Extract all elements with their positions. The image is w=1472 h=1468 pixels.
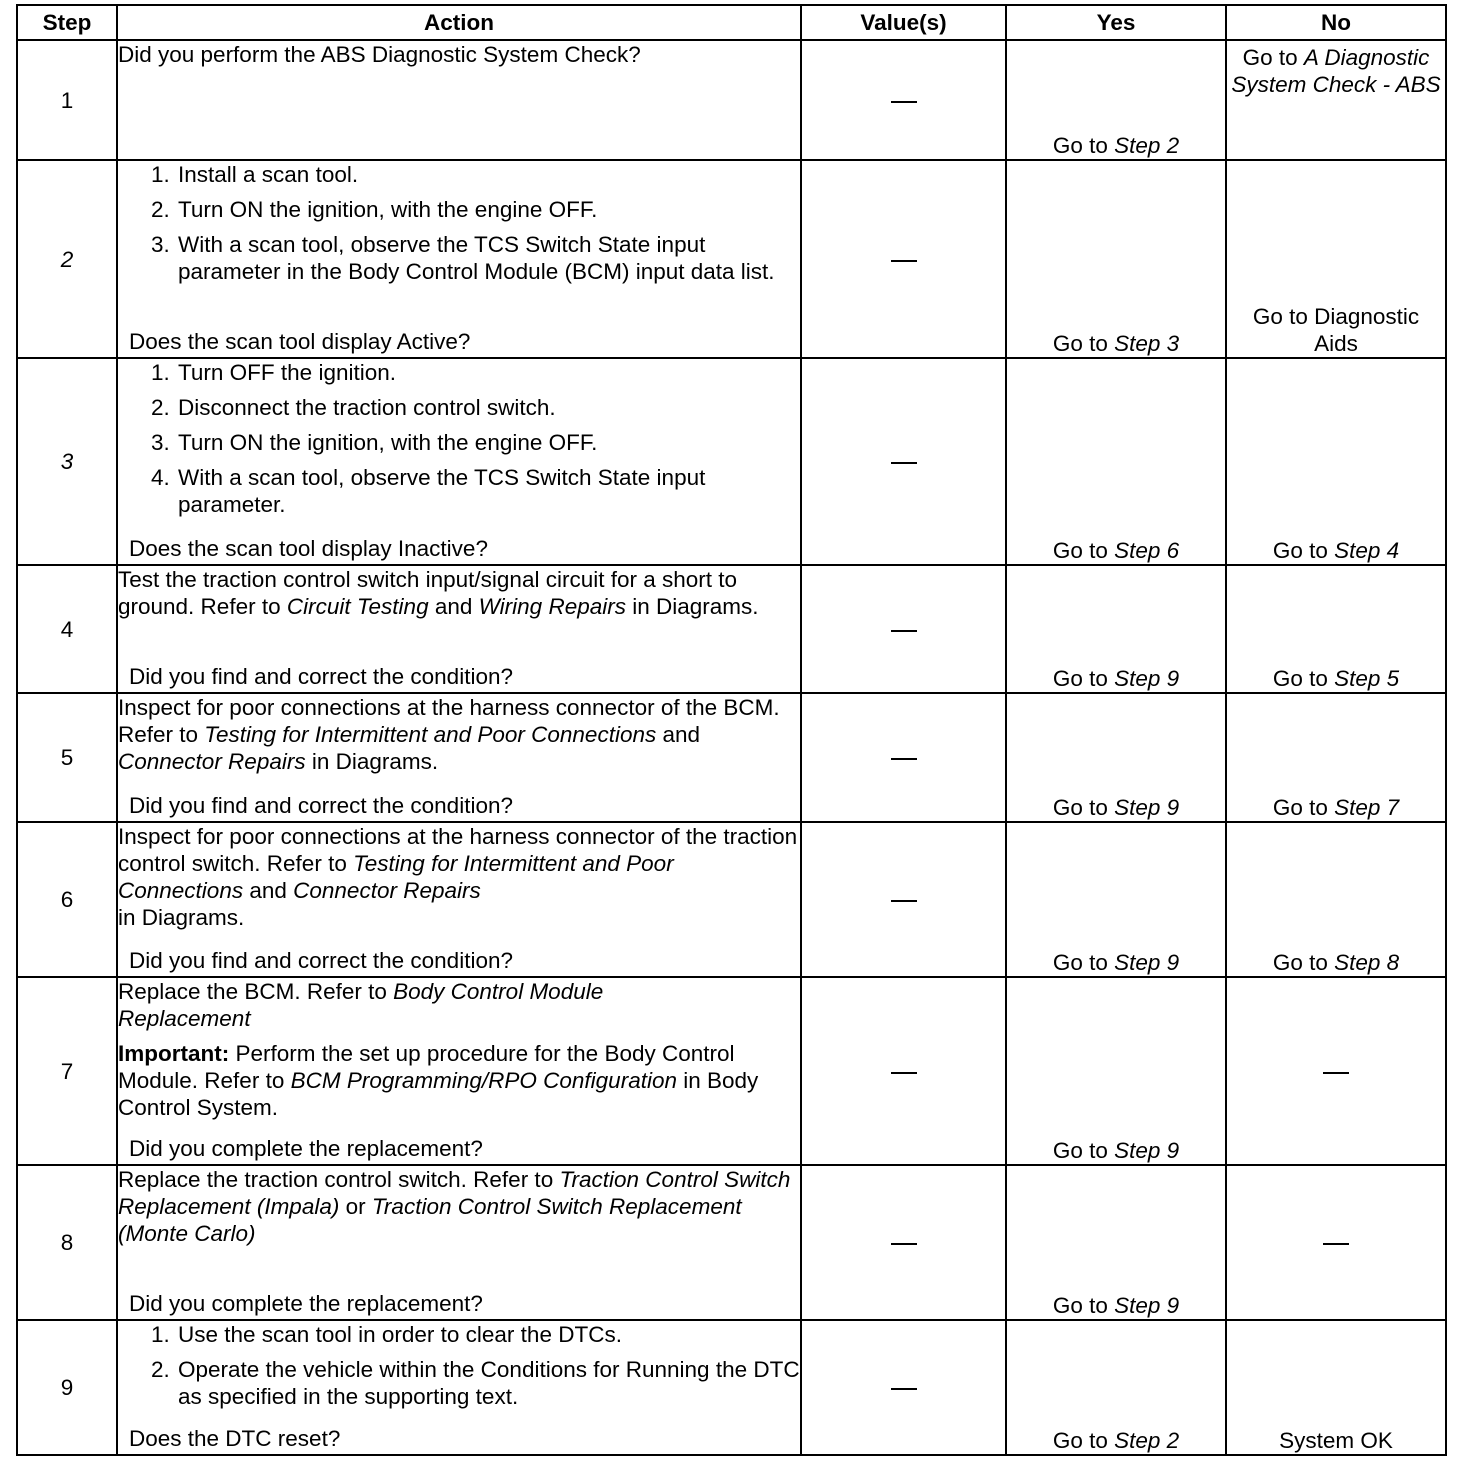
value-cell xyxy=(801,822,1006,977)
action-step: 1. Use the scan tool in order to clear the DTCs. xyxy=(176,1321,800,1348)
action-text-part: and xyxy=(656,722,701,747)
reference-link[interactable]: Wiring Repairs xyxy=(478,594,626,619)
reference-link[interactable]: Body Control Module Replacement xyxy=(118,979,604,1031)
action-text-part: Replace the BCM. Refer to xyxy=(118,979,394,1004)
action-step: 2. Disconnect the traction control switch. xyxy=(176,394,800,421)
action-text-part: Inspect for poor connections at the harness connector of the BCM. Refer to xyxy=(118,695,780,747)
header-no: No xyxy=(1226,5,1446,40)
action-step: 2. Turn ON the ignition, with the engine OFF. xyxy=(176,196,800,223)
reference-link[interactable]: Connector Repairs xyxy=(118,749,306,774)
value-dash xyxy=(891,1072,917,1074)
header-step: Step xyxy=(17,5,117,40)
yes-link[interactable]: Step 9 xyxy=(1114,666,1180,691)
header-values: Value(s) xyxy=(801,5,1006,40)
no-cell xyxy=(1226,977,1446,1165)
value-cell xyxy=(801,1320,1006,1455)
value-cell xyxy=(801,977,1006,1165)
yes-cell xyxy=(1006,977,1226,1165)
no-link[interactable]: A Diagnostic System Check - ABS xyxy=(1231,45,1441,97)
no-dash xyxy=(1323,1243,1349,1245)
action-cell xyxy=(117,1165,801,1320)
yes-prefix: Go to xyxy=(1052,795,1115,820)
action-cell xyxy=(117,1320,801,1455)
table-row xyxy=(17,822,1446,977)
action-text-part: and xyxy=(428,594,479,619)
no-prefix: Go to xyxy=(1272,795,1335,820)
action-question: Does the DTC reset? xyxy=(129,1426,341,1451)
action-text xyxy=(118,978,678,1032)
action-steps xyxy=(118,1321,800,1410)
value-dash xyxy=(891,630,917,632)
reference-link[interactable]: BCM Programming/RPO Configuration xyxy=(290,1068,677,1093)
no-link[interactable]: Go to Diagnostic Aids xyxy=(1252,304,1420,356)
header-yes: Yes xyxy=(1006,5,1226,40)
no-link[interactable]: Step 8 xyxy=(1334,950,1400,975)
no-prefix: Go to xyxy=(1242,45,1304,70)
action-question: Did you complete the replacement? xyxy=(129,1291,483,1316)
step-number: 7 xyxy=(17,977,117,1165)
value-cell xyxy=(801,565,1006,693)
reference-link[interactable]: Traction Control Switch Replacement (Impala) xyxy=(118,1167,791,1219)
step-number: 5 xyxy=(17,693,117,822)
no-cell xyxy=(1226,1320,1446,1455)
action-cell xyxy=(117,40,801,160)
table-row xyxy=(17,40,1446,160)
yes-cell xyxy=(1006,160,1226,358)
action-step: 1. Install a scan tool. xyxy=(176,161,800,188)
step-number: 4 xyxy=(17,565,117,693)
no-cell xyxy=(1226,822,1446,977)
action-question: Does the scan tool display Inactive? xyxy=(129,536,488,561)
action-steps xyxy=(118,161,800,285)
reference-link[interactable]: Connector Repairs xyxy=(293,878,481,903)
action-cell xyxy=(117,160,801,358)
action-text-part: in Diagrams. xyxy=(118,905,245,930)
action-cell xyxy=(117,358,801,565)
yes-link[interactable]: Step 9 xyxy=(1114,1138,1180,1163)
no-link[interactable]: Step 4 xyxy=(1334,538,1400,563)
yes-cell xyxy=(1006,1165,1226,1320)
step-number: 2 xyxy=(17,160,117,358)
table-row xyxy=(17,565,1446,693)
value-dash xyxy=(891,260,917,262)
no-link[interactable]: Step 5 xyxy=(1334,666,1400,691)
no-cell xyxy=(1226,40,1446,160)
value-dash xyxy=(891,462,917,464)
action-steps xyxy=(118,359,800,518)
reference-link[interactable]: Traction Control Switch Replacement (Monte Carlo) xyxy=(118,1194,742,1246)
yes-prefix: Go to xyxy=(1052,950,1115,975)
important-text: in Body Control System. xyxy=(118,1068,759,1120)
value-cell xyxy=(801,358,1006,565)
yes-link[interactable]: Step 9 xyxy=(1114,1293,1180,1318)
table-row xyxy=(17,1320,1446,1455)
table-row xyxy=(17,1165,1446,1320)
no-cell xyxy=(1226,160,1446,358)
yes-link[interactable]: Step 6 xyxy=(1114,538,1180,563)
no-cell xyxy=(1226,693,1446,822)
value-cell xyxy=(801,693,1006,822)
value-dash xyxy=(891,758,917,760)
reference-link[interactable]: Circuit Testing xyxy=(286,594,429,619)
step-number: 1 xyxy=(17,40,117,160)
reference-link[interactable]: Testing for Intermittent and Poor Connections xyxy=(204,722,657,747)
action-step: 3. Turn ON the ignition, with the engine OFF. xyxy=(176,429,800,456)
important-label: Important: xyxy=(118,1041,230,1066)
yes-cell xyxy=(1006,822,1226,977)
value-cell xyxy=(801,160,1006,358)
value-cell xyxy=(801,1165,1006,1320)
reference-link[interactable]: Testing for Intermittent and Poor Connections xyxy=(118,851,674,903)
table-row xyxy=(17,977,1446,1165)
important-note xyxy=(118,1040,800,1121)
no-prefix: Go to xyxy=(1272,538,1335,563)
yes-prefix: Go to xyxy=(1052,1138,1115,1163)
no-prefix: Go to xyxy=(1272,950,1335,975)
yes-prefix: Go to xyxy=(1052,538,1115,563)
action-question: Did you find and correct the condition? xyxy=(129,948,513,973)
action-question: Did you complete the replacement? xyxy=(129,1136,483,1161)
yes-prefix: Go to xyxy=(1052,1428,1115,1453)
action-text-part: and xyxy=(243,878,294,903)
action-cell xyxy=(117,565,801,693)
action-cell xyxy=(117,693,801,822)
table-row xyxy=(17,693,1446,822)
action-question: Did you find and correct the condition? xyxy=(129,664,513,689)
no-cell xyxy=(1226,1165,1446,1320)
yes-cell xyxy=(1006,693,1226,822)
action-text-part: in Diagrams. xyxy=(625,594,759,619)
action-text-part: Inspect for poor connections at the harness connector of the traction control switch. Refer to xyxy=(118,824,798,876)
action-cell xyxy=(117,977,801,1165)
value-dash xyxy=(891,101,917,103)
step-number: 6 xyxy=(17,822,117,977)
yes-prefix: Go to xyxy=(1052,666,1115,691)
no-prefix: Go to xyxy=(1272,666,1335,691)
yes-prefix: Go to xyxy=(1052,133,1115,158)
action-step: 1. Turn OFF the ignition. xyxy=(176,359,800,386)
no-cell xyxy=(1226,565,1446,693)
action-text-part: Test the traction control switch input/signal circuit for a short to ground. Refer to xyxy=(118,567,738,619)
action-step: 2. Operate the vehicle within the Conditions for Running the DTC as specified in the supporting text. xyxy=(176,1356,800,1410)
action-step: 4. With a scan tool, observe the TCS Switch State input parameter. xyxy=(176,464,800,518)
yes-cell xyxy=(1006,358,1226,565)
yes-link[interactable]: Step 2 xyxy=(1114,133,1180,158)
step-number: 3 xyxy=(17,358,117,565)
yes-cell xyxy=(1006,1320,1226,1455)
value-dash xyxy=(891,1388,917,1390)
yes-prefix: Go to xyxy=(1052,331,1115,356)
step-number: 8 xyxy=(17,1165,117,1320)
yes-link[interactable]: Step 2 xyxy=(1114,1428,1180,1453)
no-cell xyxy=(1226,358,1446,565)
action-text: Did you perform the ABS Diagnostic System Check? xyxy=(118,42,641,67)
diagnostic-table xyxy=(16,4,1447,1456)
no-link[interactable]: System OK xyxy=(1279,1428,1393,1453)
value-dash xyxy=(891,1243,917,1245)
yes-link[interactable]: Step 3 xyxy=(1114,331,1180,356)
table-row xyxy=(17,358,1446,565)
no-link[interactable]: Step 7 xyxy=(1334,795,1400,820)
table-row xyxy=(17,160,1446,358)
action-text-part: or xyxy=(339,1194,372,1219)
action-text xyxy=(118,566,800,620)
yes-link[interactable]: Step 9 xyxy=(1114,795,1180,820)
yes-cell xyxy=(1006,565,1226,693)
action-text xyxy=(118,823,800,931)
action-question: Did you find and correct the condition? xyxy=(129,793,513,818)
value-cell xyxy=(801,40,1006,160)
no-dash xyxy=(1323,1072,1349,1074)
action-text xyxy=(118,694,800,775)
action-question: Does the scan tool display Active? xyxy=(129,329,471,354)
yes-prefix: Go to xyxy=(1052,1293,1115,1318)
action-text-part: in Diagrams. xyxy=(305,749,439,774)
action-text xyxy=(118,1166,800,1247)
yes-cell xyxy=(1006,40,1226,160)
header-action: Action xyxy=(117,5,801,40)
step-number: 9 xyxy=(17,1320,117,1455)
important-text: Perform the set up procedure for the Body Control Module. Refer to xyxy=(118,1041,735,1093)
action-cell xyxy=(117,822,801,977)
value-dash xyxy=(891,900,917,902)
action-text-part: Replace the traction control switch. Refer to xyxy=(118,1167,560,1192)
header-row xyxy=(17,5,1446,40)
action-step: 3. With a scan tool, observe the TCS Switch State input parameter in the Body Control Module (BCM) input data list. xyxy=(176,231,800,285)
yes-link[interactable]: Step 9 xyxy=(1114,950,1180,975)
